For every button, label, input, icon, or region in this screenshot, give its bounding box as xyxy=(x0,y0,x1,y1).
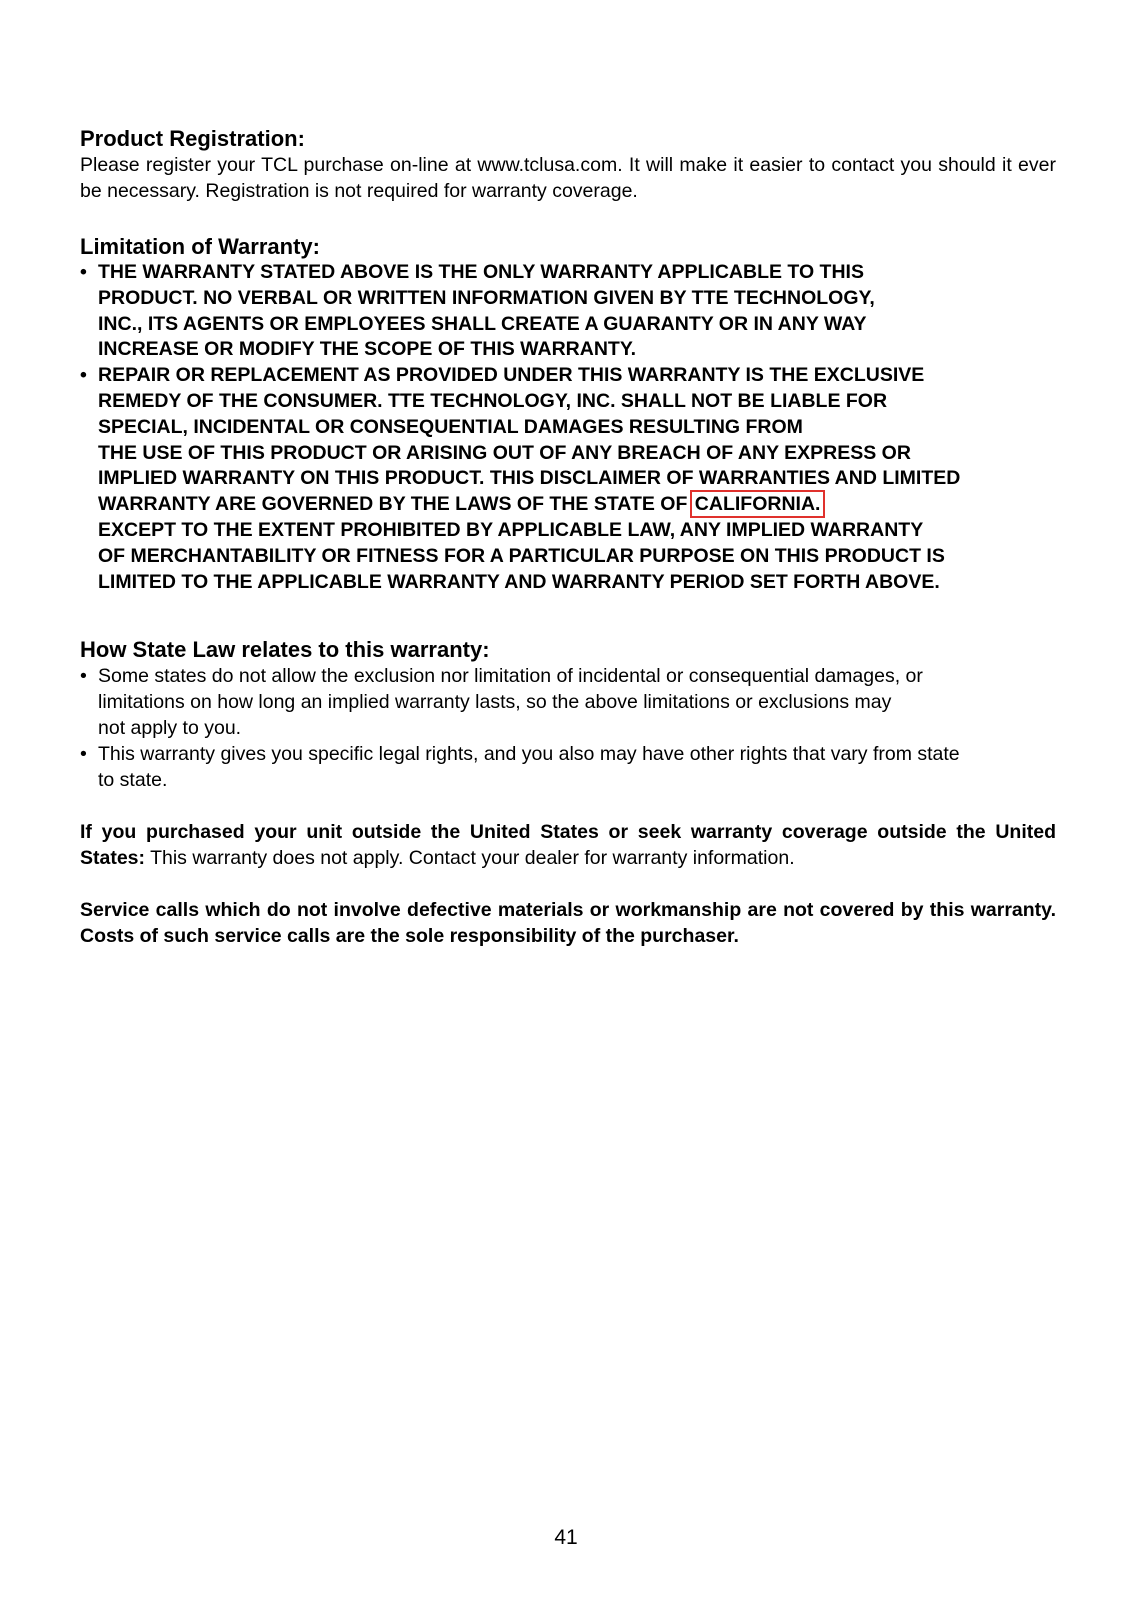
text-line: OF MERCHANTABILITY OR FITNESS FOR A PARTICULAR PURPOSE ON THIS PRODUCT IS xyxy=(98,544,945,567)
governing-law-line xyxy=(98,492,1056,518)
state-law-section xyxy=(80,637,1056,793)
text-line: This warranty gives you specific legal rights, and you also may have other rights that vary from state xyxy=(98,743,960,766)
outside-us-bold-lead: If you purchased your unit outside the United States or seek warranty coverage outside the United States: xyxy=(80,821,1056,870)
outside-us-paragraph xyxy=(80,819,1056,871)
text-line: Some states do not allow the exclusion nor limitation of incidental or consequential damages, or xyxy=(98,665,923,688)
bullet-icon: • xyxy=(80,665,87,688)
text-line: THE USE OF THIS PRODUCT OR ARISING OUT OF ANY BREACH OF ANY EXPRESS OR xyxy=(98,441,911,464)
text-line: INC., ITS AGENTS OR EMPLOYEES SHALL CREATE A GUARANTY OR IN ANY WAY xyxy=(98,312,867,335)
limitation-bullet-only-warranty xyxy=(80,260,1056,363)
highlighted-state-name: CALIFORNIA. xyxy=(694,493,821,516)
product-registration-heading: Product Registration: xyxy=(80,126,305,151)
text-line: PRODUCT. NO VERBAL OR WRITTEN INFORMATION GIVEN BY TTE TECHNOLOGY, xyxy=(98,286,875,309)
limitation-bullet-list xyxy=(80,260,1056,595)
state-law-bullet-list xyxy=(80,663,1056,793)
text-line: REPAIR OR REPLACEMENT AS PROVIDED UNDER THIS WARRANTY IS THE EXCLUSIVE xyxy=(98,364,925,387)
state-law-heading: How State Law relates to this warranty: xyxy=(80,637,490,663)
state-law-bullet-exclusions xyxy=(80,663,1056,741)
limitation-bullet-exclusive-remedy xyxy=(80,363,1056,595)
text-line: INCREASE OR MODIFY THE SCOPE OF THIS WARRANTY. xyxy=(98,338,637,361)
governing-law-prefix: WARRANTY ARE GOVERNED BY THE LAWS OF THE STATE OF xyxy=(98,493,688,516)
text-line: LIMITED TO THE APPLICABLE WARRANTY AND WARRANTY PERIOD SET FORTH ABOVE. xyxy=(98,570,940,593)
state-law-bullet-rights xyxy=(80,741,1056,793)
text-line: to state. xyxy=(98,769,168,792)
text-line: IMPLIED WARRANTY ON THIS PRODUCT. THIS DISCLAIMER OF WARRANTIES AND LIMITED xyxy=(98,467,961,490)
outside-us-text: This warranty does not apply. Contact your dealer for warranty information. xyxy=(145,847,795,870)
text-line: not apply to you. xyxy=(98,717,242,740)
bullet-icon: • xyxy=(80,364,87,387)
bullet-icon: • xyxy=(80,743,87,766)
limitation-of-warranty-section xyxy=(80,234,1056,595)
text-line: EXCEPT TO THE EXTENT PROHIBITED BY APPLICABLE LAW, ANY IMPLIED WARRANTY xyxy=(98,518,924,541)
bullet-icon: • xyxy=(80,261,87,283)
text-line: THE WARRANTY STATED ABOVE IS THE ONLY WARRANTY APPLICABLE TO THIS xyxy=(98,261,864,283)
limitation-heading: Limitation of Warranty: xyxy=(80,234,320,259)
product-registration-text: Please register your TCL purchase on-line at www.tclusa.com. It will make it easier to contact you should it ever be necessary. Registration is not required for warranty coverage. xyxy=(80,154,1056,202)
service-calls-paragraph: Service calls which do not involve defective materials or workmanship are not covered by this warranty. Costs of such service calls are the sole responsibility of the purchaser. xyxy=(80,899,1056,948)
warranty-page xyxy=(80,126,1056,949)
page-number: 41 xyxy=(554,1526,578,1549)
product-registration-section xyxy=(80,126,1056,204)
text-line: REMEDY OF THE CONSUMER. TTE TECHNOLOGY, INC. SHALL NOT BE LIABLE FOR xyxy=(98,389,888,412)
text-line: limitations on how long an implied warranty lasts, so the above limitations or exclusions may xyxy=(98,691,892,714)
text-line: SPECIAL, INCIDENTAL OR CONSEQUENTIAL DAMAGES RESULTING FROM xyxy=(98,415,803,438)
